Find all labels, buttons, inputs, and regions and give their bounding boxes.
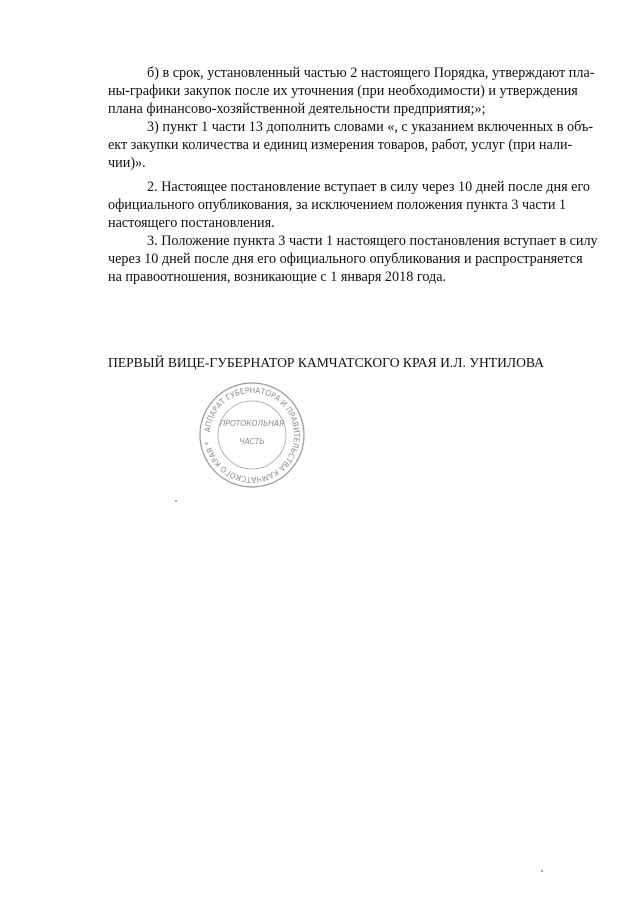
text-line: чии)». [108,155,146,171]
text-line: на правоотношения, возникающие с 1 января 2018 года. [108,269,447,285]
text-line: ны-графики закупок после их уточнения (при необходимости) и утверждения [108,83,578,99]
text-line: через 10 дней после дня его официального опубликования и распространяется [108,251,583,267]
text-line: настоящего постановления. [108,215,275,231]
text-line: ект закупки количества и единиц измерения товаров, работ, услуг (при нали- [108,137,573,153]
text-line: 3. Положение пункта 3 части 1 настоящего постановления вступает в силу [147,233,598,249]
text-line: 2. Настоящее постановление вступает в силу через 10 дней после дня его [147,179,591,195]
stamp-center-text: ПРОТОКОЛЬНАЯ [219,419,285,428]
text-line: плана финансово-хозяйственной деятельности предприятия;»; [108,101,486,117]
stamp-ring-text: АППАРАТ ГУБЕРНАТОРА И ПРАВИТЕЛЬСТВА КАМЧАТСКОГО КРАЯ * [203,385,302,485]
scan-speck [541,870,543,872]
text-line: б) в срок, установленный частью 2 настоящего Порядка, утверждают пла- [147,65,595,81]
scan-speck [175,500,177,502]
text-line: официального опубликования, за исключением положения пункта 3 части 1 [108,197,567,213]
text-line: 3) пункт 1 части 13 дополнить словами «, с указанием включенных в объ- [147,119,594,135]
official-stamp [197,380,307,490]
stamp-center-text: ЧАСТЬ [239,437,265,446]
signature-line: ПЕРВЫЙ ВИЦЕ-ГУБЕРНАТОР КАМЧАТСКОГО КРАЯ И.Л. УНТИЛОВА [108,355,544,370]
